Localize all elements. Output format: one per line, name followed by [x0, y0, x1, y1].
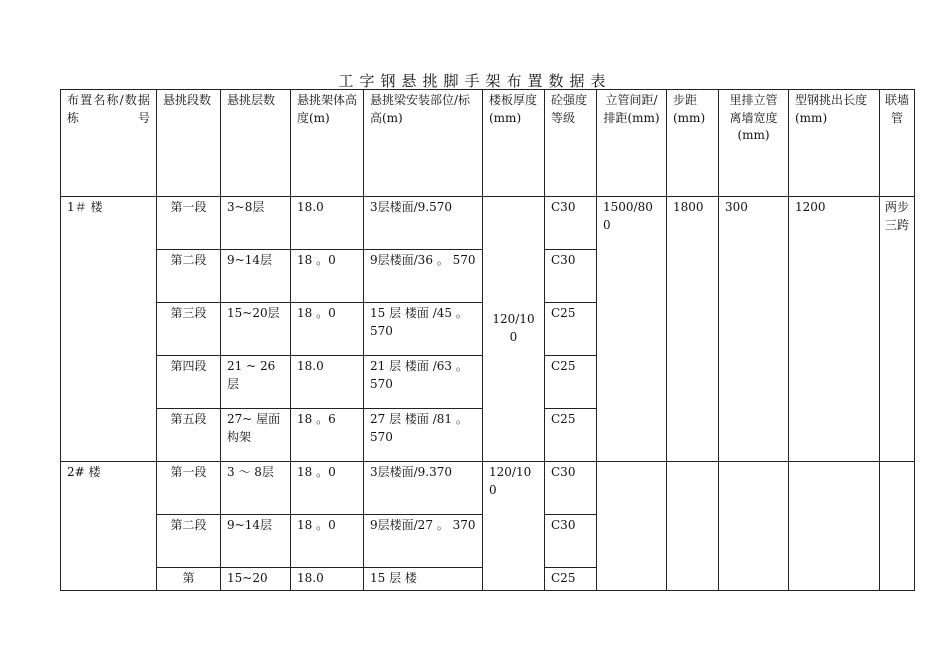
- position-cell: 27 层 楼面 /81 。 570: [364, 409, 483, 462]
- grade-cell: C30: [545, 250, 597, 303]
- header-beam-len: 型钢挑出长度(mm): [789, 90, 880, 197]
- wall-dist-cell: 300: [719, 197, 789, 462]
- slab-cell: 120/100: [483, 462, 545, 591]
- header-floors: 悬挑层数: [221, 90, 291, 197]
- height-cell: 18.0: [291, 197, 364, 250]
- height-cell: 18 。0: [291, 250, 364, 303]
- header-grade: 砼强度等级: [545, 90, 597, 197]
- table-row: [61, 462, 915, 515]
- header-tie: 联墙管: [880, 90, 915, 197]
- segment-cell: 第二段: [157, 250, 221, 303]
- step-cell: [667, 462, 719, 591]
- grade-cell: C30: [545, 462, 597, 515]
- height-cell: 18 。0: [291, 462, 364, 515]
- segment-cell: 第四段: [157, 356, 221, 409]
- grade-cell: C25: [545, 303, 597, 356]
- data-table: [60, 89, 915, 591]
- slab-cell: 120/100: [483, 197, 545, 462]
- beam-len-cell: [789, 462, 880, 591]
- header-slab: 楼板厚度(mm): [483, 90, 545, 197]
- header-step: 步距(mm): [667, 90, 719, 197]
- position-cell: 3层楼面/9.370: [364, 462, 483, 515]
- floors-cell: 27~ 屋面构架: [221, 409, 291, 462]
- floors-cell: 15~20层: [221, 303, 291, 356]
- position-cell: 9层楼面/36 。 570: [364, 250, 483, 303]
- grade-cell: C30: [545, 515, 597, 568]
- spacing-cell: [597, 462, 667, 591]
- segment-cell: 第一段: [157, 197, 221, 250]
- building-name: 2# 楼: [61, 462, 157, 591]
- floors-cell: 3 ～ 8层: [221, 462, 291, 515]
- floors-cell: 3~8层: [221, 197, 291, 250]
- position-cell: 15 层 楼面 /45 。 570: [364, 303, 483, 356]
- floors-cell: 15~20: [221, 568, 291, 591]
- building-name: 1＃ 楼: [61, 197, 157, 462]
- header-height: 悬挑架体高度(m): [291, 90, 364, 197]
- position-cell: 3层楼面/9.570: [364, 197, 483, 250]
- segment-cell: 第三段: [157, 303, 221, 356]
- height-cell: 18.0: [291, 356, 364, 409]
- height-cell: 18 。6: [291, 409, 364, 462]
- floors-cell: 9~14层: [221, 515, 291, 568]
- height-cell: 18 。0: [291, 303, 364, 356]
- page-title: 工字钢悬挑脚手架布置数据表: [338, 72, 612, 90]
- segment-cell: 第五段: [157, 409, 221, 462]
- header-segment: 悬挑段数: [157, 90, 221, 197]
- tie-cell: 两步三跨: [880, 197, 915, 462]
- header-position: 悬挑梁安装部位/标高(m): [364, 90, 483, 197]
- tie-cell: [880, 462, 915, 591]
- position-cell: 9层楼面/27 。 370: [364, 515, 483, 568]
- grade-cell: C25: [545, 409, 597, 462]
- header-wall-dist: 里排立管离墙宽度(mm): [719, 90, 789, 197]
- wall-dist-cell: [719, 462, 789, 591]
- header-building: 布置名称/数据栋号: [61, 90, 157, 197]
- height-cell: 18.0: [291, 568, 364, 591]
- grade-cell: C25: [545, 568, 597, 591]
- grade-cell: C25: [545, 356, 597, 409]
- table-row: [61, 197, 915, 250]
- header-spacing: 立管间距/排距(mm): [597, 90, 667, 197]
- position-cell: 15 层 楼: [364, 568, 483, 591]
- segment-cell: 第一段: [157, 462, 221, 515]
- position-cell: 21 层 楼面 /63 。 570: [364, 356, 483, 409]
- floors-cell: 9~14层: [221, 250, 291, 303]
- floors-cell: 21 ~ 26 层: [221, 356, 291, 409]
- beam-len-cell: 1200: [789, 197, 880, 462]
- header-row: [61, 90, 915, 197]
- height-cell: 18 。0: [291, 515, 364, 568]
- step-cell: 1800: [667, 197, 719, 462]
- segment-cell: 第二段: [157, 515, 221, 568]
- grade-cell: C30: [545, 197, 597, 250]
- segment-cell: 第: [157, 568, 221, 591]
- spacing-cell: 1500/800: [597, 197, 667, 462]
